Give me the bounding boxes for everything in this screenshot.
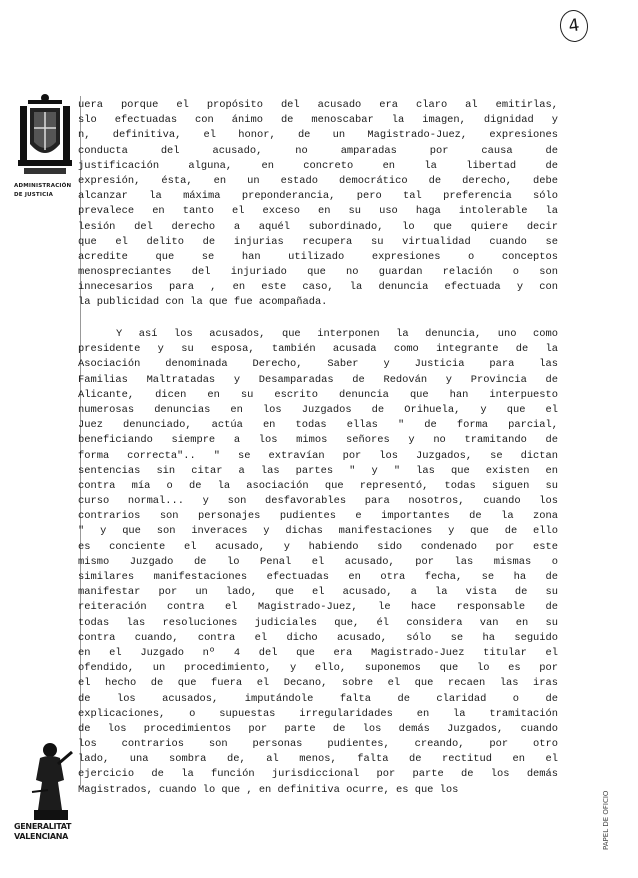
text-line: sentencias sin citar a las partes " y " las que existen en bbox=[78, 464, 558, 477]
text-line: manifestar por un lado, que el acusado, a la vista de su bbox=[78, 586, 558, 599]
institution-label-line-1: ADMINISTRACIÓN bbox=[14, 183, 72, 189]
text-line: conducta del acusado, no amparadas por causa de bbox=[78, 144, 558, 157]
institution-label-line-2: DE JUSTICIA bbox=[14, 192, 54, 198]
text-line: que el delito de injurias recupera su virtualidad cuando se bbox=[78, 235, 558, 248]
text-line: Familias Maltratadas y Desamparadas de Redován y Provincia de bbox=[78, 373, 558, 386]
text-line: justificación alguna, en concreto en la libertad de bbox=[78, 159, 558, 172]
text-line: mismo Juzgado de lo Penal el acusado, por las mismas o bbox=[78, 555, 558, 568]
text-line: lado, una sombra de, al menos, falta de rectitud en el bbox=[78, 753, 558, 766]
page-number: 4 bbox=[558, 8, 590, 44]
generalitat-label-line-1: GENERALITAT bbox=[14, 822, 72, 831]
text-line: contra cuando, contra el dicho acusado, sólo se ha seguido bbox=[78, 631, 558, 644]
text-line: explicaciones, o supuestas irregularidades en la tramitación bbox=[78, 707, 558, 720]
text-line: Magistrados, cuando lo que , en definitiva ocurre, es que los bbox=[78, 783, 459, 796]
text-line: ejercicio de la función jurisdiccional por parte de los demás bbox=[78, 768, 558, 781]
lady-justice-emblem-icon bbox=[28, 740, 74, 822]
generalitat-label bbox=[14, 822, 94, 842]
text-line: forma correcta".. " se extravían por los Juzgados, se dictan bbox=[78, 449, 558, 462]
text-line: los contrarios son personas pudientes, creando, por otro bbox=[78, 738, 558, 751]
text-line: " y que son inveraces y dichas manifestaciones y que de ello bbox=[78, 525, 558, 538]
text-line: contrarios son personajes pudientes e importantes de la zona bbox=[78, 510, 558, 523]
text-line: presidente y su esposa, también acusada como integrante de la bbox=[78, 343, 558, 356]
text-line: acredite que se han utilizado expresiones o conceptos bbox=[78, 250, 558, 263]
text-line: menospreciantes del injuriado que no guardan relación o son bbox=[78, 266, 558, 279]
text-line: ofendido, un procedimiento, y ello, suponemos que lo es por bbox=[78, 662, 558, 675]
text-line: lesión del derecho a aquél subordinado, lo que quiere decir bbox=[78, 220, 558, 233]
text-line: contra mía o de la asociación que representó, todas siguen su bbox=[78, 479, 558, 492]
text-line: la publicidad con la que fue acompañada. bbox=[78, 296, 328, 309]
text-line: numerosas denuncias en los Juzgados de Orihuela, y que el bbox=[78, 403, 558, 416]
text-line: reiteración contra el Magistrado-Juez, le hace responsable de bbox=[78, 601, 558, 614]
text-line: Alicante, dicen en su escrito denuncia que han interpuesto bbox=[78, 388, 558, 401]
text-line: todas las resoluciones judiciales que, él considera van en su bbox=[78, 616, 558, 629]
text-line: expresión, ésta, en un estado democrático de derecho, debe bbox=[78, 174, 558, 187]
text-line: en el Juzgado nº 4 del que era Magistrado-Juez titular el bbox=[78, 646, 558, 659]
text-line: Juez denunciado, actúa en todas ellas " de forma parcial, bbox=[78, 419, 558, 432]
institution-label bbox=[14, 182, 84, 200]
text-line: de los procedimientos por parte de los demás Juzgados, cuando bbox=[78, 722, 558, 735]
coat-of-arms-icon bbox=[18, 92, 72, 178]
text-line: prevalece en tanto el exceso en su uso haga intolerable la bbox=[78, 205, 558, 218]
text-line: beneficiando siempre a los mimos señores y no tramitando de bbox=[78, 434, 558, 447]
text-line: slo efectuadas con ánimo de menoscabar la imagen, dignidad y bbox=[78, 114, 558, 127]
text-line: uera porque el propósito del acusado era claro al emitirlas, bbox=[78, 99, 558, 111]
text-line: alcanzar la máxima preponderancia, pero tal preferencia sólo bbox=[78, 190, 558, 203]
text-line: curso normal... y son desfavorables para nosotros, cuando los bbox=[78, 495, 558, 508]
text-line: de los acusados, imputándole falta de claridad o de bbox=[78, 692, 558, 705]
text-line: es conciente el acusado, y habiendo sido condenado por este bbox=[78, 540, 558, 553]
generalitat-label-line-2: VALENCIANA bbox=[14, 832, 69, 841]
text-line: similares manifestaciones efectuadas en otra fecha, se ha de bbox=[78, 571, 558, 583]
text-line: n, definitiva, el honor, de un Magistrado-Juez, expresiones bbox=[78, 129, 558, 142]
text-line: el hecho de que fuera el Decano, sobre el que recaen las iras bbox=[78, 677, 558, 690]
text-line: Asociación denominada Derecho, Saber y Justicia para las bbox=[78, 358, 558, 371]
vertical-margin-note: PAPEL DE OFICIO bbox=[602, 790, 610, 850]
paragraph-2 bbox=[78, 327, 558, 798]
paragraph-1 bbox=[78, 98, 558, 311]
text-line: innecesarios para , en este caso, la denuncia efectuada y con bbox=[78, 281, 558, 294]
text-line: Y así los acusados, que interponen la denuncia, uno como bbox=[116, 328, 558, 340]
